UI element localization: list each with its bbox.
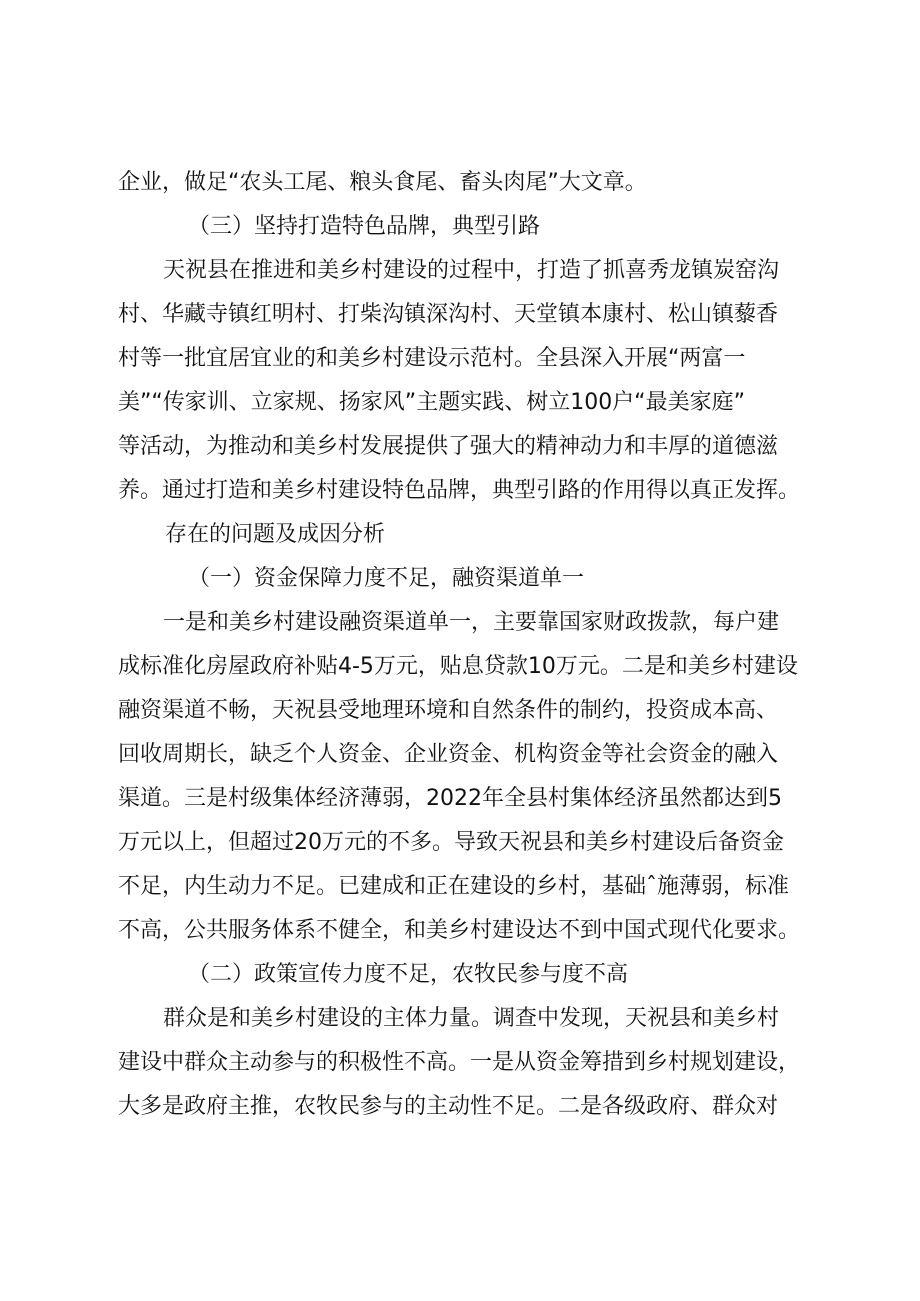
text-line: 群众是和美乡村建设的主体力量。调查中发现，天祝县和美乡村 <box>163 1006 780 1031</box>
text-line: 渠道。三是村级集体经济薄弱，2022年全县村集体经济虽然都达到5 <box>118 786 782 811</box>
section-heading: （二）政策宣传力度不足，农牧民参与度不高 <box>188 962 629 987</box>
text-line: 企业，做足“农头工尾、粮头食尾、畜头肉尾”大文章。 <box>118 170 647 195</box>
text-line: 美”“传家训、立家规、扬家风”主题实践、树立100户“最美家庭” <box>118 390 745 415</box>
text-line: 不足，内生动力不足。已建成和正在建设的乡村，基础ˆ施薄弱，标准 <box>118 874 790 899</box>
text-line: 一是和美乡村建设融资渠道单一，主要靠国家财政拨款，每户建 <box>163 610 780 635</box>
text-line: 成标准化房屋政府补贴4-5万元，贴息贷款10万元。二是和美乡村建设 <box>118 654 798 679</box>
text-line: 融资渠道不畅，天祝县受地理环境和自然条件的制约，投资成本高、 <box>118 698 779 723</box>
text-line: 万元以上，但超过20万元的不多。导致天祝县和美乡村建设后备资金 <box>118 830 784 855</box>
text-line: 不高，公共服务体系不健全，和美乡村建设达不到中国式现代化要求。 <box>118 918 801 943</box>
text-line: 大多是政府主推，农牧民参与的主动性不足。二是各级政府、群众对 <box>118 1094 779 1119</box>
text-line: 建设中群众主动参与的积极性不高。一是从资金筹措到乡村规划建设， <box>118 1050 801 1075</box>
section-heading: 存在的问题及成因分析 <box>165 522 386 547</box>
section-heading: （一）资金保障力度不足，融资渠道单一 <box>188 566 585 591</box>
text-line: 天祝县在推进和美乡村建设的过程中，打造了抓喜秀龙镇炭窑沟 <box>163 258 780 283</box>
text-line: 养。通过打造和美乡村建设特色品牌，典型引路的作用得以真正发挥。 <box>118 478 801 503</box>
text-line: 回收周期长，缺乏个人资金、企业资金、机构资金等社会资金的融入 <box>118 742 779 767</box>
text-line: 村、华藏寺镇红明村、打柴沟镇深沟村、天堂镇本康村、松山镇藜香 <box>118 302 779 327</box>
section-heading: （三）坚持打造特色品牌，典型引路 <box>188 214 541 239</box>
text-line: 等活动，为推动和美乡村发展提供了强大的精神动力和丰厚的道德滋 <box>118 434 779 459</box>
text-line: 村等一批宜居宜业的和美乡村建设示范村。全县深入开展“两富一 <box>118 346 746 371</box>
